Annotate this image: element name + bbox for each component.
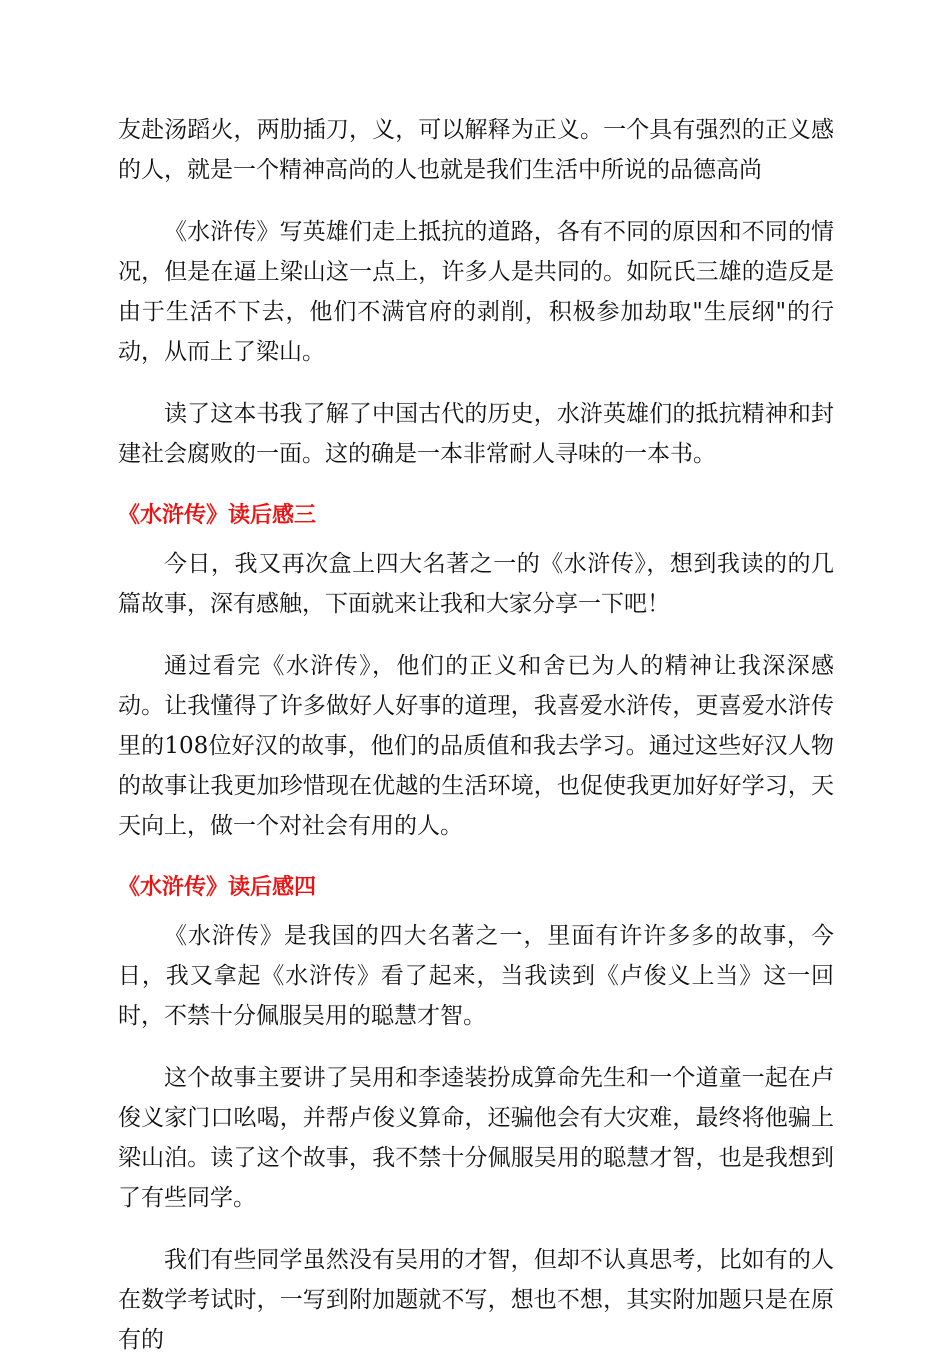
section-heading-4: 《水浒传》读后感四 xyxy=(118,875,317,900)
section-heading-3: 《水浒传》读后感三 xyxy=(118,503,317,528)
document-body xyxy=(118,110,834,1360)
paragraph-4: 今日，我又再次盒上四大名著之一的《水浒传》，想到我读的的几篇故事，深有感触，下面就来让我和大家分享一下吧！ xyxy=(118,551,834,617)
paragraph-5: 通过看完《水浒传》，他们的正义和舍已为人的精神让我深深感动。让我懂得了许多做好人好事的道理，我喜爱水浒传，更喜爱水浒传里的108位好汉的故事，他们的品质值和我去学习。通过这些好汉人物的故事让我更加珍惜现在优越的生活环境，也促使我更加好好学习，天天向上，做一个对社会有用的人。 xyxy=(118,653,834,839)
paragraph-6: 《水浒传》是我国的四大名著之一，里面有许许多多的故事，今日，我又拿起《水浒传》看了起来，当我读到《卢俊义上当》这一回时，不禁十分佩服吴用的聪慧才智。 xyxy=(118,923,834,1029)
paragraph-1: 友赴汤蹈火，两肋插刀，义，可以解释为正义。一个具有强烈的正义感的人，就是一个精神高尚的人也就是我们生活中所说的品德高尚 xyxy=(118,117,834,183)
paragraph-8: 我们有些同学虽然没有吴用的才智，但却不认真思考，比如有的人在数学考试时，一写到附加题就不写，想也不想，其实附加题只是在原有的 xyxy=(118,1247,834,1353)
paragraph-7: 这个故事主要讲了吴用和李逵装扮成算命先生和一个道童一起在卢俊义家门口吆喝，并帮卢俊义算命，还骗他会有大灾难，最终将他骗上梁山泊。读了这个故事，我不禁十分佩服吴用的聪慧才智，也是我想到了有些同学。 xyxy=(118,1065,834,1211)
paragraph-2: 《水浒传》写英雄们走上抵抗的道路，各有不同的原因和不同的情况，但是在逼上梁山这一点上，许多人是共同的。如阮氏三雄的造反是由于生活不下去，他们不满官府的剥削，积极参加劫取"生辰纲"的行动，从而上了梁山。 xyxy=(118,219,834,365)
paragraph-3: 读了这本书我了解了中国古代的历史，水浒英雄们的抵抗精神和封建社会腐败的一面。这的确是一本非常耐人寻味的一本书。 xyxy=(118,401,834,467)
